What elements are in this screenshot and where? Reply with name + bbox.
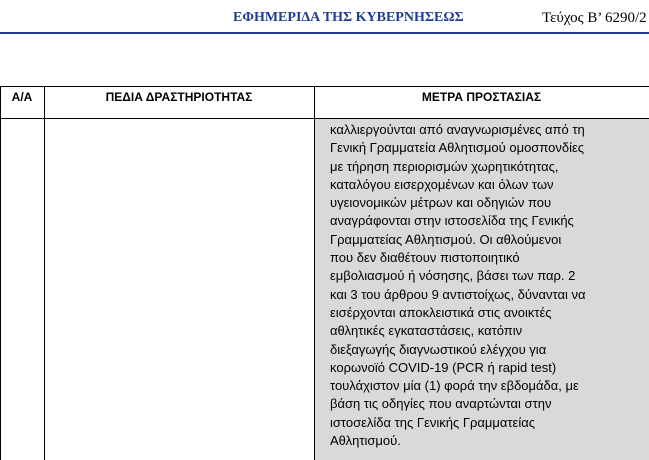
table-top-border — [0, 86, 649, 87]
measures-line: βάση τις οδηγίες που αναρτώνται στην — [330, 396, 552, 412]
measures-line: αναγράφονται στην ιστοσελίδα της Γενικής — [330, 213, 574, 229]
column-header-activity: ΠΕΔΙΑ ΔΡΑΣΤΗΡΙΟΤΗΤΑΣ — [105, 90, 253, 104]
column-divider-1 — [44, 86, 45, 460]
table-header-border — [0, 118, 649, 119]
row-measures-text — [330, 121, 642, 450]
gazette-issue: Τεύχος Β’ 6290/2 — [542, 10, 647, 26]
measures-line: ιστοσελίδα της Γενικής Γραμματείας — [330, 414, 536, 430]
table-left-border — [0, 86, 1, 460]
measures-line: και 3 του άρθρου 9 αντιστοίχως, δύνανται να — [330, 286, 586, 302]
header-divider — [0, 32, 649, 34]
column-divider-2 — [314, 86, 315, 460]
measures-line: τουλάχιστον μία (1) φορά την εβδομάδα, με — [330, 378, 579, 394]
measures-line: διεξαγωγής διαγνωστικού ελέγχου για — [330, 341, 547, 357]
measures-line: εισέρχονται αποκλειστικά στις ανοικτές — [330, 304, 552, 320]
column-header-measures: ΜΕΤΡΑ ΠΡΟΣΤΑΣΙΑΣ — [421, 90, 542, 104]
measures-line: καταλόγου εισερχομένων και όλων των — [330, 176, 554, 192]
measures-line: Γραμματείας Αθλητισμού. Οι αθλούμενοι — [330, 231, 562, 247]
measures-line: κορωνοϊό COVID-19 (PCR ή rapid test) — [330, 359, 557, 375]
measures-line: αθλητικές εγκαταστάσεις, κατόπιν — [330, 323, 523, 339]
measures-line: Γενική Γραμματεία Αθλητισμού ομοσπονδίες — [330, 140, 585, 156]
measures-line: εμβολιασμού ή νόσησης, βάσει των παρ. 2 — [330, 268, 576, 284]
measures-line: υγειονομικών μέτρων και οδηγιών που — [330, 195, 552, 211]
column-header-index: Α/Α — [11, 90, 33, 104]
measures-line: Αθλητισμού. — [330, 433, 401, 449]
measures-table — [0, 86, 649, 460]
measures-line: με τήρηση περιορισμών χωρητικότητας, — [330, 158, 559, 174]
measures-line: που δεν διαθέτουν πιστοποιητικό — [330, 250, 520, 266]
measures-line: καλλιεργούνται από αναγνωρισμένες από τη — [330, 122, 585, 137]
gazette-title: ΕΦΗΜΕΡΙΔΑ ΤΗΣ ΚΥΒΕΡΝΗΣΕΩΣ — [233, 10, 464, 25]
